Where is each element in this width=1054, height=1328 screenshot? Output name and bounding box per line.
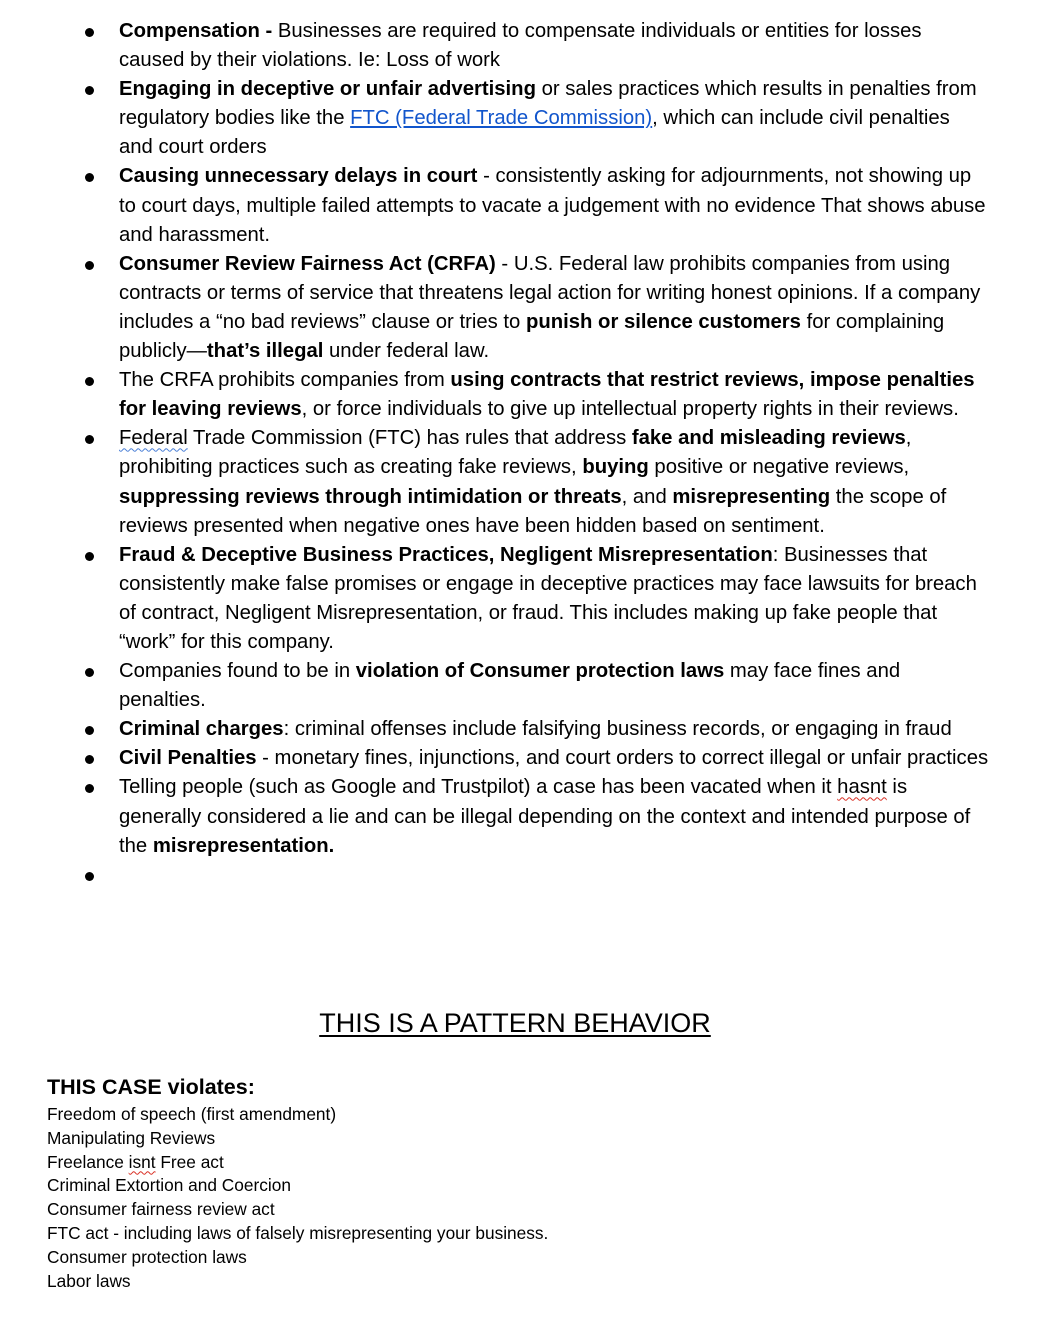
text-segment: Consumer protection laws <box>47 1246 247 1267</box>
text-segment: for complaining publicly— <box>119 310 945 363</box>
text-segment: Free act <box>155 1151 224 1172</box>
violation-item <box>47 1246 548 1270</box>
bold-text: misrepresentation. <box>152 834 335 857</box>
spellcheck-flagged-word[interactable]: isnt <box>128 1151 156 1172</box>
violation-item <box>47 1174 548 1198</box>
text-segment: Trade Commission (FTC) has rules that address <box>187 427 632 450</box>
violates-title: THIS CASE violates: <box>47 1075 255 1099</box>
violations-list <box>47 1103 548 1293</box>
spellcheck-flagged-word[interactable]: Federal <box>119 427 188 450</box>
violation-item <box>47 1222 548 1246</box>
bullet-item <box>84 541 989 657</box>
bold-text: buying <box>582 456 649 479</box>
bold-text: Criminal charges <box>119 718 284 741</box>
text-segment: - consistently asking for adjournments, not showing up to court days, multiple failed attempts to vacate a judgement with no evidence That shows abuse and harassment. <box>119 165 986 246</box>
text-segment: Labor laws <box>47 1270 131 1291</box>
text-segment: - U.S. Federal law prohibits companies from using contracts or terms of service that threatens legal action for writing honest opinions. If a company includes a “no bad reviews” clause or tries to <box>119 252 981 333</box>
bold-text: punish or silence customers <box>525 310 801 333</box>
violation-item <box>47 1127 548 1151</box>
text-segment: Freelance <box>47 1151 129 1172</box>
bullet-item <box>84 424 989 540</box>
text-segment: Manipulating Reviews <box>47 1127 216 1148</box>
bold-text: Engaging in deceptive or unfair advertising <box>119 78 536 101</box>
bullet-item <box>84 162 989 249</box>
bullet-item <box>84 366 989 424</box>
text-segment: Criminal Extortion and Coercion <box>47 1175 291 1196</box>
bullet-item <box>84 744 989 773</box>
text-segment: : criminal offenses include falsifying business records, or engaging in fraud <box>283 718 952 741</box>
text-segment: positive or negative reviews, <box>648 456 910 479</box>
bold-text: Causing unnecessary delays in court <box>119 165 478 188</box>
text-segment: , which can include civil penalties and court orders <box>119 107 950 159</box>
violation-item <box>47 1270 548 1294</box>
text-segment: : Businesses that consistently make false promises or engage in deceptive practices may face lawsuits for breach of contract, Negligent Misrepresentation, or fraud. This includes making up fake people that “work” for this company. <box>119 543 977 653</box>
bold-text: violation of Consumer protection laws <box>355 660 725 683</box>
bullet-item <box>84 17 989 75</box>
bold-text: Fraud & Deceptive Business Practices, Negligent Misrepresentation <box>119 543 773 566</box>
text-segment: Telling people (such as Google and Trustpilot) a case has been vacated when it <box>119 776 838 799</box>
bold-text: fake and misleading reviews <box>631 427 906 450</box>
text-segment: Businesses are required to compensate individuals or entities for losses caused by their violations. Ie: Loss of work <box>119 20 922 72</box>
bullet-list <box>84 17 989 890</box>
spellcheck-flagged-word[interactable]: hasnt <box>837 776 887 799</box>
text-segment: FTC act - including laws of falsely misrepresenting your business. <box>47 1222 549 1243</box>
text-segment: , prohibiting practices such as creating fake reviews, <box>119 427 912 479</box>
violation-item <box>47 1198 548 1222</box>
ftc-link[interactable]: FTC (Federal Trade Commission) <box>350 107 653 130</box>
bold-text: misrepresenting <box>672 485 831 508</box>
text-segment: , or force individuals to give up intellectual property rights in their reviews. <box>301 398 959 421</box>
violation-item <box>47 1103 548 1127</box>
bold-text: that’s illegal <box>206 340 324 363</box>
bullet-item <box>84 250 989 366</box>
bold-text: using contracts that restrict reviews, impose penalties for leaving reviews <box>119 369 975 421</box>
text-segment: Consumer fairness review act <box>47 1199 275 1220</box>
bold-text: Consumer Review Fairness Act (CRFA) <box>119 252 496 275</box>
bullet-item <box>84 657 989 715</box>
text-segment: may face fines and penalties. <box>119 660 901 712</box>
bullet-item <box>84 715 989 744</box>
text-segment: under federal law. <box>323 340 490 363</box>
text-segment: the scope of reviews presented when negative ones have been hidden based on sentiment. <box>119 485 947 537</box>
bullet-item <box>84 75 989 162</box>
text-segment: - monetary fines, injunctions, and court orders to correct illegal or unfair practices <box>256 747 989 770</box>
bullet-item <box>84 773 989 860</box>
bold-text: Compensation - <box>119 20 278 42</box>
text-segment: is generally considered a lie and can be illegal depending on the context and intended purpose of the <box>119 776 971 857</box>
text-segment: or sales practices which results in penalties from regulatory bodies like the <box>119 78 977 130</box>
pattern-behavior-heading: THIS IS A PATTERN BEHAVIOR <box>319 1008 711 1038</box>
text-segment: Companies found to be in <box>119 660 356 683</box>
bullet-item <box>84 861 989 890</box>
text-segment: , and <box>621 485 673 508</box>
bold-text: suppressing reviews through intimidation or threats <box>119 485 622 508</box>
text-segment: Freedom of speech (first amendment) <box>47 1104 337 1124</box>
violation-item <box>47 1151 548 1175</box>
bold-text: Civil Penalties <box>119 747 257 770</box>
text-segment: The CRFA prohibits companies from <box>119 369 451 392</box>
